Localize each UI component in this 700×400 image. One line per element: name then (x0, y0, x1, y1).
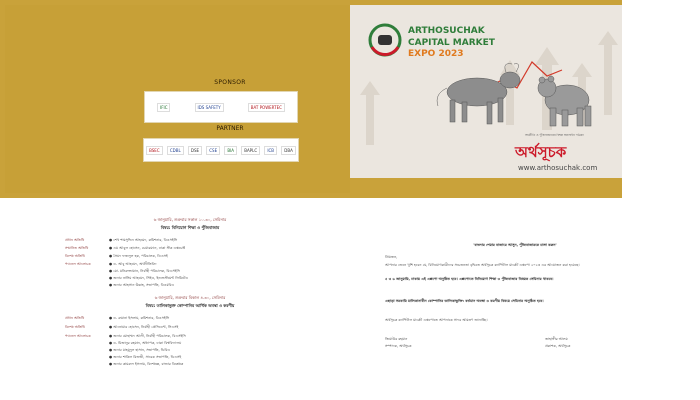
session2-date: ৬ জানুয়ারি, শুক্রবার বিকাল ৪.৩০, সেমিনার (154, 295, 226, 300)
partner-logo-3: DSE (188, 146, 202, 155)
row-role: বিশেষ অতিথি (65, 254, 85, 258)
partner-logo-4: CSE (206, 146, 220, 155)
partner-logo-1: BSEC (146, 146, 163, 155)
signature-left-name: জিয়াউর রহমান (385, 337, 408, 341)
sponsor-logo-3: BAT POWERTEC (248, 103, 285, 112)
session1-row (65, 268, 180, 275)
program-schedule (60, 198, 350, 400)
sponsor-logo-1: IFIC (157, 103, 170, 112)
bangla-brand-logo: অর্থসূচক (515, 143, 567, 161)
brand-name-line2: CAPITAL MARKET (408, 38, 495, 48)
row-name: ● ড. রুমানা ইসলাম, কমিশনার, বিএসইসি (109, 316, 170, 320)
bull-bear-illustration (422, 50, 607, 135)
row-name: ● সৈয়দ ফজলুল হক, পরিচালক, ডিএসই (109, 254, 168, 258)
partner-logo-2: CDBL (167, 146, 184, 155)
session2-row (65, 340, 181, 347)
website-url[interactable]: www.arthosuchak.com (518, 164, 598, 172)
partner-logos (143, 138, 299, 162)
letter-paragraph-3: এছাড়া সরকারি মালিকানাধীন কোম্পানির তালিকাভুক্তি: বর্তমান অবস্থা ও করণীয় বিষয়ে সেমিনার অনুষ্ঠিত হবে। (385, 299, 544, 303)
signature-left-title: সম্পাদক, অর্থসূচক (385, 344, 412, 348)
row-name: ● মো. মনিরুজ্জামান, নির্বাহী পরিচালক, বিএসইসি (109, 269, 180, 273)
session2-row (65, 333, 186, 340)
row-name: ● জনাব মাহমুদুল হাসান, সভাপতি, ডিবিএ (109, 348, 171, 352)
row-name: ● এম আবুল হোসেন, চেয়ারম্যান, ঢাকা স্টক এক্সচেঞ্জ (109, 246, 186, 250)
session1-row (65, 245, 185, 252)
partner-logo-7: ICB (264, 146, 277, 155)
row-name: ● জনাব আহসান উল্লাহ, সভাপতি, বিএমবিএ (109, 283, 175, 287)
row-name: ● শেখ শামসুদ্দিন আহমেদ, কমিশনার, বিএসইসি (109, 238, 178, 242)
brand-name-line1: ARTHOSUCHAK (408, 26, 485, 36)
session1-date: ৬ জানুয়ারি, শুক্রবার সকাল ১০.৩০, সেমিনার (153, 217, 227, 222)
session1-row (65, 253, 168, 260)
session1-row (65, 261, 157, 268)
row-role: সম্মানিত অতিথি (65, 246, 89, 250)
expo-cover (350, 5, 622, 178)
session2-topic: বিষয়: তালিকাভুক্ত কোম্পানির আর্থিক অবস্থা ও করণীয় (145, 303, 235, 308)
partner-logo-6: BAPLC (241, 146, 260, 155)
brand-name-line3: EXPO 2023 (408, 49, 464, 59)
row-name: ● জনাব কামরুল ইসলাম, বিশেষজ্ঞ, বাজার বিশ্লেষক (109, 362, 184, 366)
letter-closing: অর্থসূচক ক্যাপিটাল মার্কেট এক্সপোতে আপনাকে সাদর আমন্ত্রণ জানাচ্ছি। (385, 318, 488, 322)
row-name: ● ড. আবু আহমেদ, অর্থনীতিবিদ (109, 262, 157, 266)
session2-row (65, 361, 183, 368)
signature-right-title: প্রকাশক, অর্থসূচক (545, 344, 571, 348)
row-name: ● জনাব নাসিম আহমেদ, সিইও, ইনভেস্টমেন্ট লিমিটেড (109, 276, 189, 280)
sponsor-logos (144, 91, 298, 123)
signature-right-name: জাহাঙ্গীর আলম (545, 337, 568, 341)
invitation-letter (385, 198, 625, 400)
session2-row (65, 315, 169, 322)
partner-title: PARTNER (216, 125, 244, 132)
row-name: ● আনোয়ার হোসেন, নির্বাহী প্রেসিডেন্ট, সিএসই (109, 325, 179, 329)
session2-row (65, 324, 178, 331)
letter-paragraph-1: আপনার জেনে খুশি হবেন যে, বিনিয়োগকারীদের সচেতনতা বৃদ্ধিতে অর্থসূচক ক্যাপিটাল মার্কেট এক্সপো ২০২৩ এর আয়োজন করা হয়েছে। (385, 263, 580, 267)
letter-heading: 'বাংলার শেয়ার বাজারে আসুন, পুঁজিবাজারকে চাঙ্গা করুন' (473, 243, 557, 247)
bull-bear-logo-icon (368, 23, 402, 57)
row-role: প্যানেল আলোচক (65, 262, 91, 266)
letter-paragraph-2: ৫ ও ৬ জানুয়ারি, ঢাকায় এই এক্সপো অনুষ্ঠিত হবে। এক্সপোতে বিনিয়োগ শিক্ষা ও পুঁজিবাজার বিষয়ক সেমিনার থাকবে। (385, 277, 554, 281)
cover-tagline: অর্থনীতি ও পুঁজিবাজারের বিশ্বস্ত অনলাইন পত্রিকা (525, 133, 584, 137)
session2-row (65, 354, 181, 361)
cover-bottom-strip (350, 178, 622, 198)
row-role: প্রধান অতিথি (65, 238, 85, 242)
row-name: ● জনাব মোহাম্মদ আলী, নির্বাহী পরিচালক, বিএসইসি (109, 334, 186, 338)
row-name: ● ড. মিজানুর রহমান, অধ্যাপক, ঢাকা বিশ্ববিদ্যালয় (109, 341, 182, 345)
sponsor-title: SPONSOR (214, 79, 246, 86)
row-name: ● জনাব শাকিল রিজভী, সাবেক সভাপতি, ডিএসই (109, 355, 182, 359)
session1-row (65, 237, 177, 244)
session1-topic: বিষয়: বিনিয়োগ শিক্ষা ও পুঁজিবাজার (160, 225, 220, 230)
row-role: প্যানেল আলোচক (65, 334, 91, 338)
session1-row (65, 275, 188, 282)
row-role: বিশেষ অতিথি (65, 325, 85, 329)
session1-row (65, 282, 174, 289)
row-role: প্রধান অতিথি (65, 316, 85, 320)
sponsor-logo-2: IDS SAFETY (195, 103, 224, 112)
partner-logo-5: BIA (224, 146, 237, 155)
session2-row (65, 347, 170, 354)
letter-greeting: প্রিয়জন, (385, 255, 398, 259)
partner-logo-8: DBA (281, 146, 296, 155)
